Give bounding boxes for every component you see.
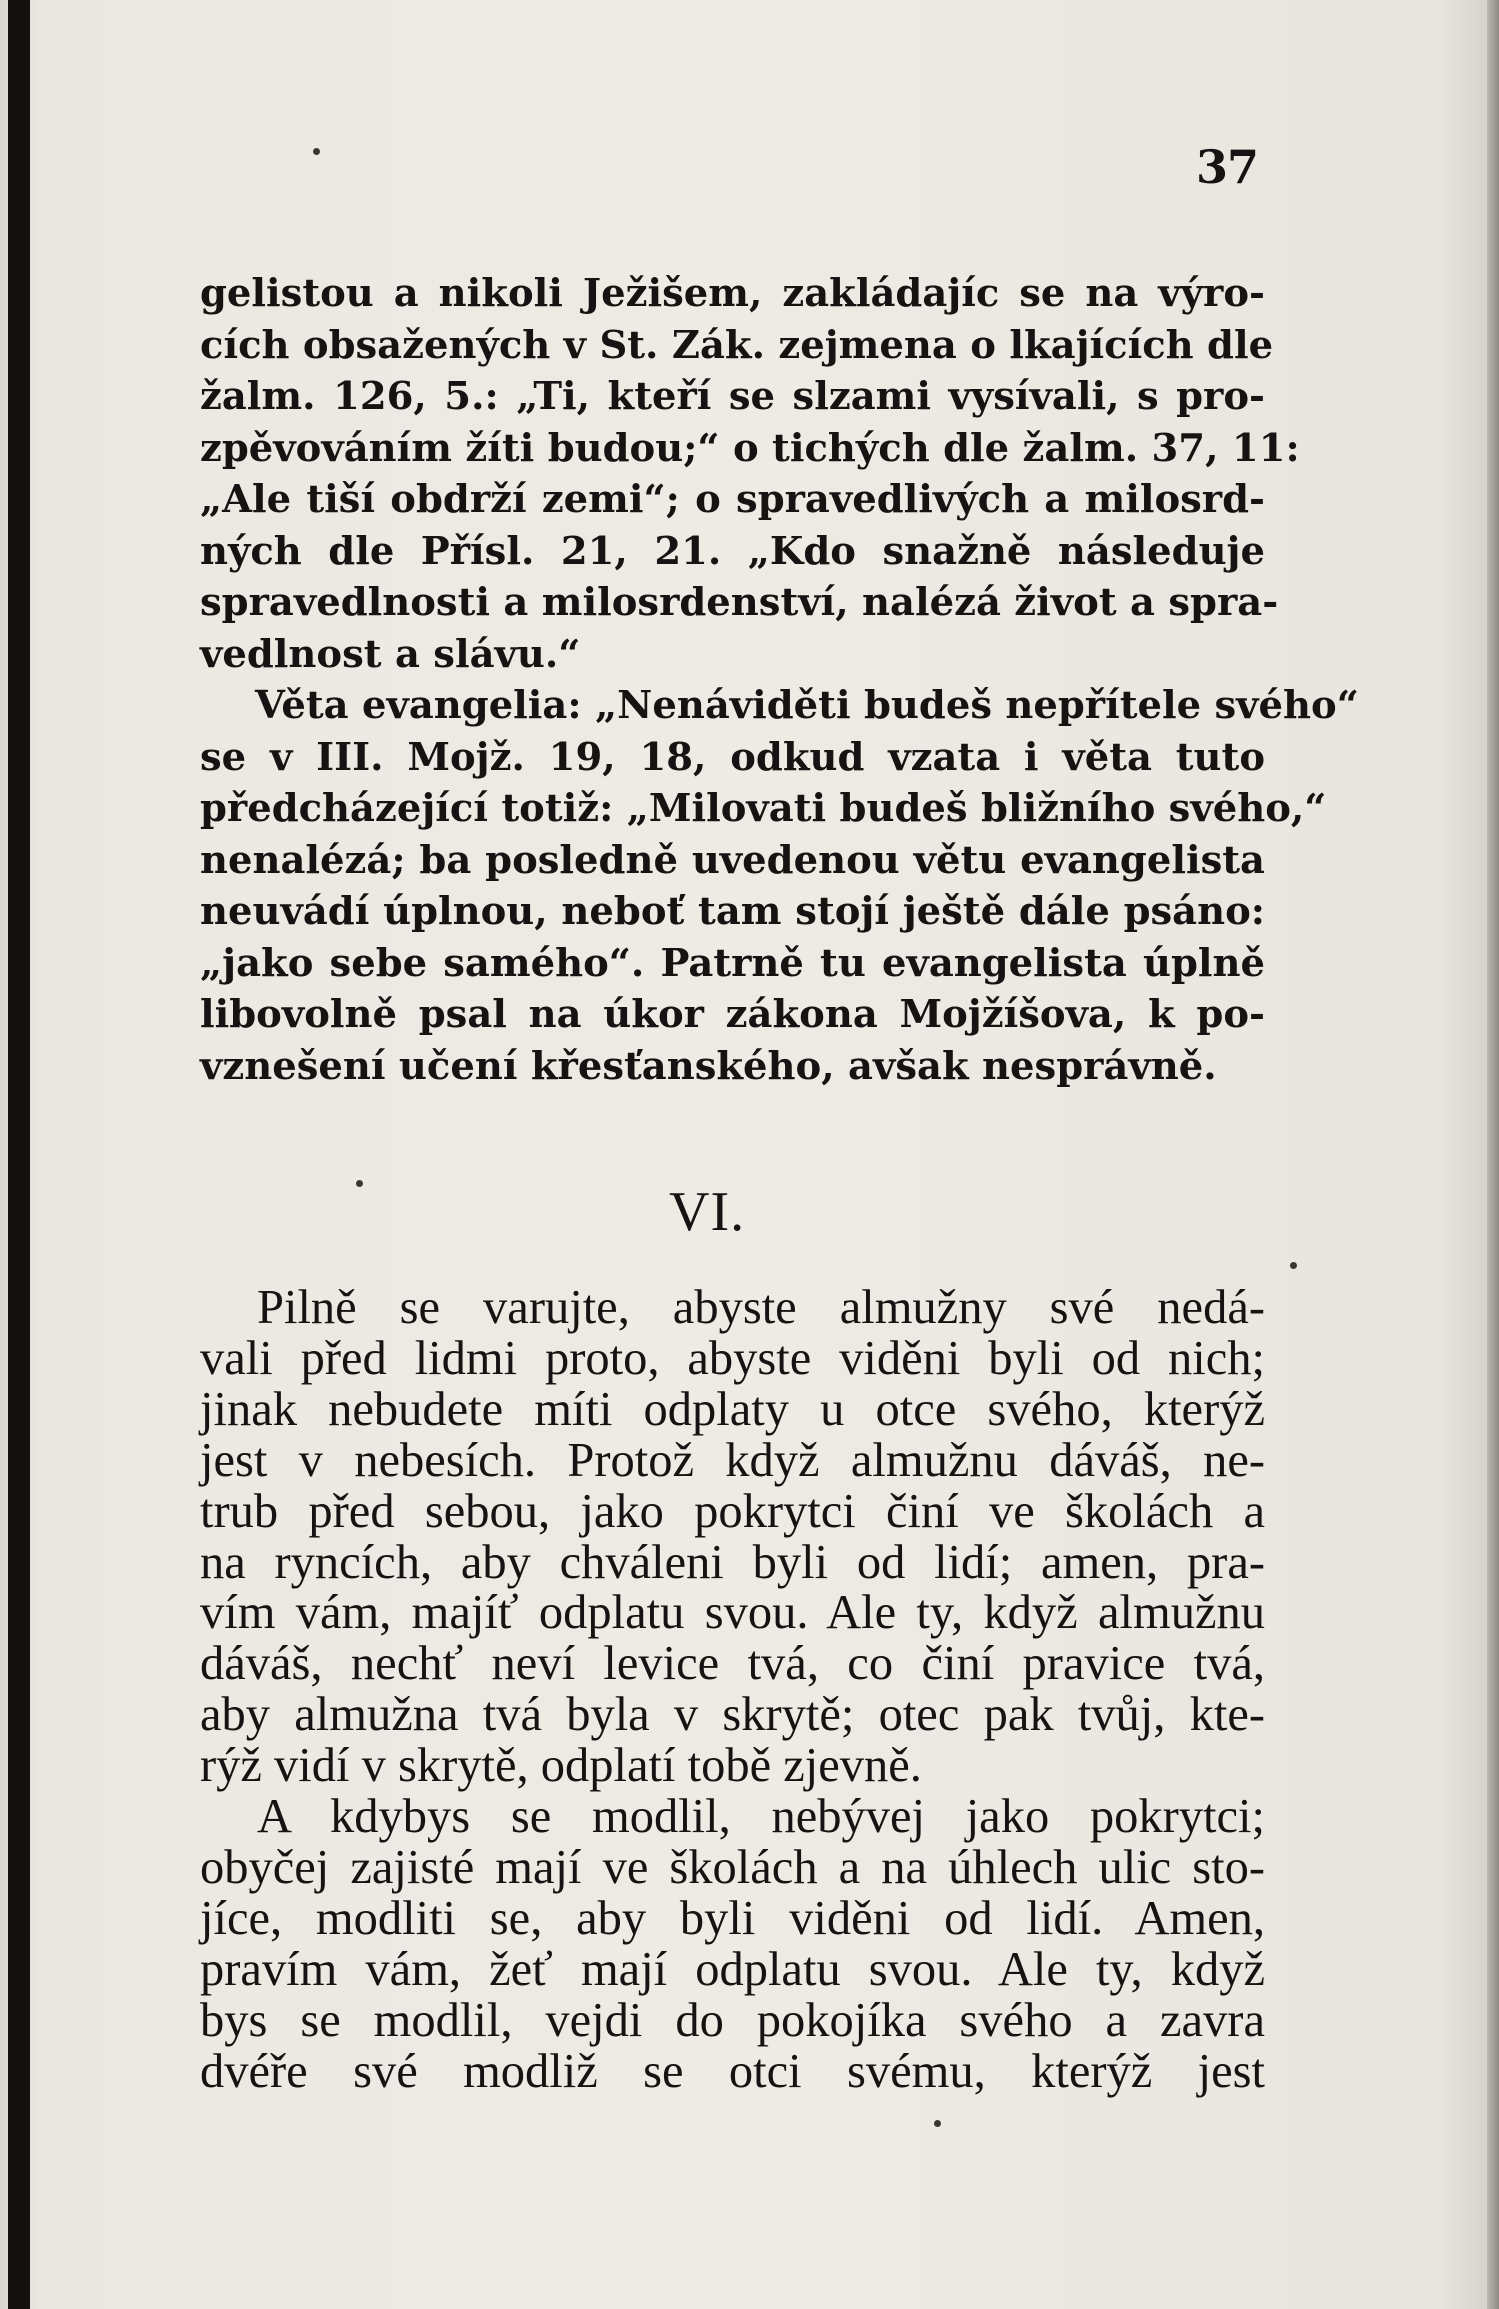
small-print-text <box>200 268 1359 1092</box>
text-line: A kdybys se modlil, nebývej jako pokrytci; <box>257 1790 1265 1844</box>
text-line: gelistou a nikoli Ježišem, zakládajíc se na výro- <box>200 271 1265 316</box>
text-line: cích obsažených v St. Zák. zejmena o lkajících dle <box>200 322 1274 368</box>
binding-shadow <box>8 0 30 2309</box>
text-line: spravedlnosti a milosrdenství, nalézá život a spra- <box>200 580 1279 625</box>
text-line: aby almužna tvá byla v skrytě; otec pak tvůj, kte- <box>200 1688 1265 1742</box>
print-speck <box>356 1180 363 1187</box>
text-line: Pilně se varujte, abyste almužny své nedá- <box>257 1281 1265 1334</box>
text-line: dvéře své modliž se otci svému, kterýž jest <box>200 2044 1265 2098</box>
text-line: vznešení učení křesťanského, avšak nesprávně. <box>200 1043 1217 1089</box>
text-line: libovolně psal na úkor zákona Mojžíšova, k po- <box>200 992 1265 1037</box>
text-line: obyčej zajisté mají ve školách a na úhlech ulic sto- <box>200 1840 1265 1894</box>
text-line: Věta evangelia: „Nenáviděti budeš nepřítele svého“ <box>255 683 1359 728</box>
text-line: jíce, modliti se, aby byli viděni od lidí. Amen, <box>200 1891 1265 1945</box>
text-line: vali před lidmi proto, abyste viděni byli od nich; <box>200 1331 1265 1385</box>
text-line: vím vám, majíť odplatu svou. Ale ty, když almužnu <box>200 1586 1265 1640</box>
text-line: na ryncích, aby chváleni byli od lidí; amen, pra- <box>200 1535 1265 1589</box>
text-line: neuvádí úplnou, neboť tam stojí ještě dále psáno: <box>200 889 1265 934</box>
text-line: se v III. Mojž. 19, 18, odkud vzata i věta tuto <box>200 734 1265 780</box>
text-line: trub před sebou, jako pokrytci činí ve školách a <box>200 1484 1265 1538</box>
text-line: ných dle Přísl. 21, 21. „Kdo snažně následuje <box>200 528 1265 574</box>
text-line: dáváš, nechť neví levice tvá, co činí pravice tvá, <box>200 1637 1265 1691</box>
text-line: rýž vidí v skrytě, odplatí tobě zjevně. <box>200 1739 922 1793</box>
section-heading: VI. <box>669 1181 746 1243</box>
text-line: „jako sebe samého“. Patrně tu evangelista úplně <box>200 940 1265 986</box>
text-line: žalm. 126, 5.: „Ti, kteří se slzami vysívali, s pro- <box>200 374 1265 419</box>
print-speck <box>934 2120 941 2127</box>
large-print-text <box>200 1283 1265 2098</box>
text-line: bys se modlil, vejdi do pokojíka svého a zavra <box>200 1993 1265 2047</box>
text-line: pravím vám, žeť mají odplatu svou. Ale ty, když <box>200 1942 1265 1996</box>
text-line: předcházející totiž: „Milovati budeš bližního svého,“ <box>200 786 1327 831</box>
text-line: vedlnost a slávu.“ <box>200 631 581 677</box>
print-speck <box>1290 1262 1297 1269</box>
text-line: „Ale tiší obdrží zemi“; o spravedlivých a milosrd- <box>200 477 1265 522</box>
text-line: jest v nebesích. Protož když almužnu dáváš, ne- <box>200 1433 1265 1487</box>
text-line: zpěvováním žíti budou;“ o tichých dle žalm. 37, 11: <box>200 425 1300 471</box>
print-speck <box>313 148 320 155</box>
page-number: 37 <box>1196 140 1259 194</box>
text-line: nenalézá; ba posledně uvedenou větu evangelista <box>200 837 1265 883</box>
text-line: jinak nebudete míti odplaty u otce svého, kterýž <box>200 1382 1265 1436</box>
page-edge <box>1487 0 1499 2309</box>
